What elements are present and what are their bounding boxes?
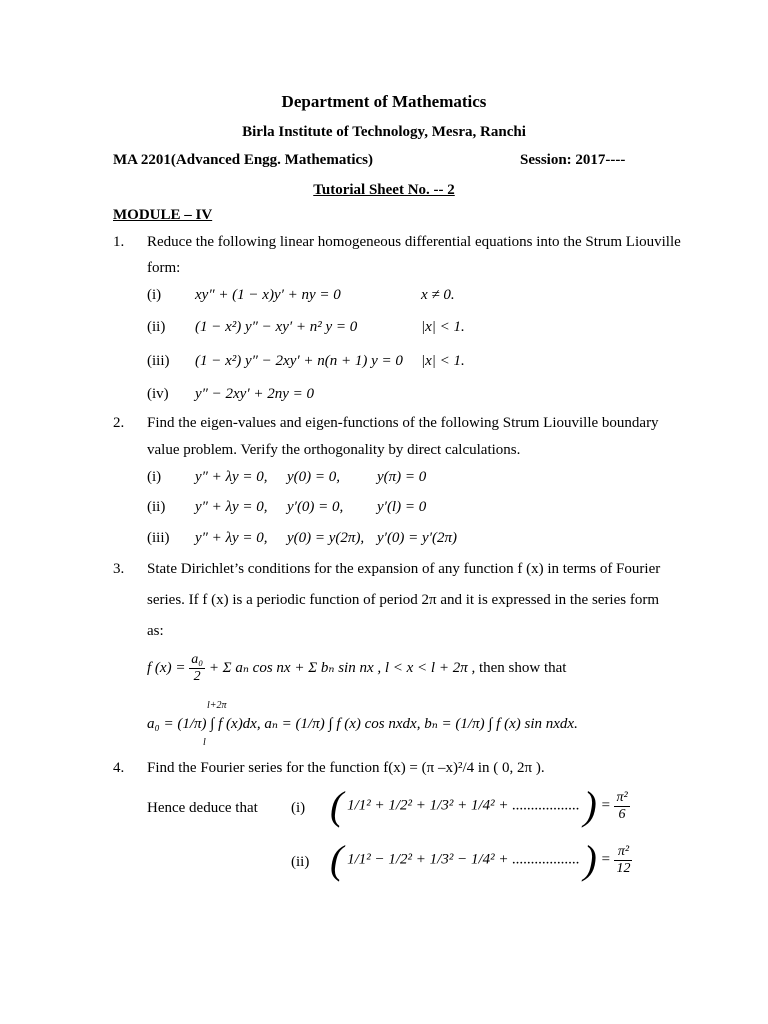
fraction-denominator: 2 [193,669,201,684]
q1-item-condition: |x| < 1. [421,319,465,335]
q4-text: Find the Fourier series for the function f(x) = (π –x)²/4 in ( 0, 2π ). [147,760,545,776]
q1-item-label: (i) [147,287,162,303]
department-title: Department of Mathematics [281,92,487,111]
q3-text-line2: series. If f (x) is a periodic function of period 2π and it is expressed in the series form [147,592,660,608]
q4-deduce-text: Hence deduce that [147,800,258,816]
a0-over-2-fraction [189,652,205,685]
institute-name: Birla Institute of Technology, Mesra, Ranchi [242,124,526,140]
q2-item-bc2: y(π) = 0 [377,469,427,485]
q3-text-line1: State Dirichlet’s conditions for the expansion of any function f (x) in terms of Fourier [147,561,661,577]
q2-item-bc1: y′(0) = 0, [287,499,344,515]
tutorial-sheet-number: Tutorial Sheet No. -- 2 [313,182,455,198]
q2-item-equation: y″ + λy = 0, [195,499,268,515]
q2-item-equation: y″ + λy = 0, [195,530,268,546]
q2-item-bc1: y(0) = 0, [287,469,341,485]
fraction-numerator: a₀ [191,652,204,667]
q1-item-condition: |x| < 1. [421,353,465,369]
q1-number: 1. [113,234,125,250]
course-code: MA 2201(Advanced Engg. Mathematics) [113,152,373,168]
q2-item-bc2: y′(l) = 0 [377,499,427,515]
right-paren: ) [583,783,597,828]
right-paren: ) [583,837,597,882]
q4-part-ii-series [330,837,632,882]
q1-item-equation: xy″ + (1 − x)y′ + ny = 0 [195,287,341,303]
q3-fourier-coefficients: a₀ = (1/π) ∫ f (x)dx, aₙ = (1/π) ∫ f (x) cos nxdx, bₙ = (1/π) ∫ f (x) sin nxdx. [147,716,578,732]
pi-squared-fraction [614,790,629,823]
fraction-denominator: 6 [618,806,626,822]
q1-item-equation: (1 − x²) y″ − 2xy′ + n(n + 1) y = 0 [195,353,403,369]
fraction-numerator: π² [614,844,632,861]
integral-upper-limit: l+2π [207,700,227,711]
q2-item-label: (iii) [147,530,170,546]
q3-text-line3: as: [147,623,164,639]
q1-item-condition: x ≠ 0. [421,287,455,303]
then-show-text: then show that [478,659,567,676]
q1-text-line1: Reduce the following linear homogeneous differential equations into the Strum Liouville [147,234,681,250]
q2-item-label: (i) [147,469,162,485]
series-terms: 1/1² + 1/2² + 1/3² + 1/4² + .................. [347,797,580,814]
series-lhs: f (x) = [147,659,186,676]
q2-item-bc1: y(0) = y(2π), [287,530,365,546]
q3-series-formula [147,652,566,685]
series-sum-terms: + Σ aₙ cos nx + Σ bₙ sin nx , [208,659,382,676]
q3-number: 3. [113,561,125,577]
module-heading: MODULE – IV [113,207,213,223]
series-range: l < x < l + 2π , [384,659,476,676]
left-paren: ( [330,783,344,828]
equals-sign: = [600,851,611,868]
left-paren: ( [330,837,344,882]
integral-lower-limit: l [203,737,206,748]
q4-part-i-label: (i) [291,800,306,816]
q4-number: 4. [113,760,125,776]
fraction-denominator: 12 [616,860,631,876]
pi-squared-fraction [614,844,632,877]
q2-number: 2. [113,415,125,431]
q1-text-line2: form: [147,260,181,276]
q1-item-equation: y″ − 2xy′ + 2ny = 0 [195,386,315,402]
q1-item-label: (iii) [147,353,170,369]
equals-sign: = [600,797,611,814]
q1-item-label: (iv) [147,386,169,402]
q2-item-equation: y″ + λy = 0, [195,469,268,485]
q4-part-ii-label: (ii) [291,854,310,870]
q2-item-label: (ii) [147,499,166,515]
q4-part-i-series [330,783,630,828]
fraction-numerator: π² [616,789,628,805]
q2-item-bc2: y′(0) = y′(2π) [377,530,457,546]
q1-item-equation: (1 − x²) y″ − xy′ + n² y = 0 [195,319,358,335]
series-terms: 1/1² − 1/2² + 1/3² − 1/4² + .................. [347,851,580,868]
q1-item-label: (ii) [147,319,166,335]
session-label: Session: 2017---- [520,152,626,168]
q2-text-line1: Find the eigen-values and eigen-functions of the following Strum Liouville boundary [147,415,659,431]
q2-text-line2: value problem. Verify the orthogonality by direct calculations. [147,442,521,458]
